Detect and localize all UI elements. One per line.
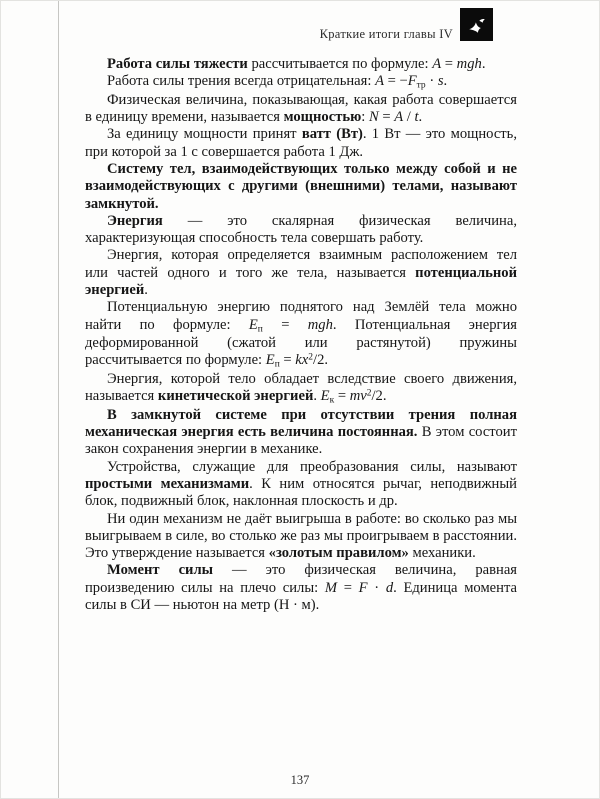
text-run: . К ним относятся рычаг, неподвижный блок, подвижный блок, наклонная плоскость и др.: [85, 476, 517, 510]
text-run: потенциальной энергией: [85, 264, 517, 298]
text-run: kx: [295, 352, 309, 369]
text-run: . 1 Вт — это мощность, при которой за 1 с совершается работа 1 Дж.: [85, 126, 517, 160]
paragraph: [85, 407, 517, 459]
paragraph: [85, 511, 517, 563]
text-run: = −: [383, 73, 408, 90]
text-run: .: [144, 281, 148, 298]
text-run: ватт (Вт): [301, 126, 363, 143]
text-run: В этом состоит закон сохранения энергии в механике.: [85, 424, 517, 458]
text-run: кинетической энергией: [157, 388, 314, 405]
text-run: рассчитывается по формуле:: [247, 56, 433, 72]
text-run: Энергия, которой тело обладает вследствие своего движения, называется: [85, 371, 517, 405]
text-run: к: [329, 395, 335, 406]
paragraph: [85, 562, 517, 614]
text-run: /2.: [371, 388, 387, 405]
text-run: A: [394, 109, 404, 126]
text-run: N: [368, 109, 379, 126]
text-run: F: [358, 579, 368, 596]
text-run: s: [437, 73, 444, 90]
text-run: /2.: [313, 352, 329, 369]
text-run: п: [257, 323, 263, 334]
text-run: п: [274, 359, 280, 370]
text-run: Работа силы тяжести: [107, 56, 248, 72]
text-run: 2: [366, 389, 372, 400]
text-run: Момент силы: [107, 562, 214, 579]
paragraph: [85, 126, 517, 161]
text-run: =: [337, 579, 359, 596]
chapter-corner-logo: [460, 8, 493, 41]
text-run: =: [378, 109, 395, 126]
text-run: E: [248, 316, 258, 333]
text-run: — это скалярная физическая величина, характеризующая способность тела совершать работу.: [85, 212, 517, 247]
text-run: — это физическая величина, равная произведению силы на плечо силы:: [85, 562, 518, 596]
text-run: mgh: [307, 316, 333, 333]
text-run: ·: [367, 579, 386, 596]
text-run: Устройства, служащие для преобразования силы, называют: [107, 458, 517, 475]
paragraph: [85, 213, 517, 248]
text-run: механики.: [408, 545, 476, 562]
text-run: Работа силы трения всегда отрицательная:: [107, 73, 376, 90]
text-run: F: [407, 73, 417, 90]
paragraph: [85, 56, 517, 73]
text-run: В замкнутой системе при отсутствии трения полная механическая энергия есть величина постоянная.: [85, 406, 517, 441]
text-run: простыми механизмами: [85, 476, 250, 492]
paragraph: [85, 161, 517, 213]
text-run: mv: [349, 388, 367, 405]
text-run: .: [313, 388, 321, 405]
text-run: мощностью: [283, 109, 362, 126]
page-body: [85, 56, 517, 614]
text-run: За единицу мощности принят: [107, 126, 302, 143]
text-run: mgh: [456, 56, 482, 72]
text-run: E: [265, 352, 275, 369]
paragraph: [85, 247, 517, 299]
text-run: M: [324, 579, 338, 596]
paragraph: [85, 92, 517, 127]
text-run: .: [418, 109, 423, 126]
text-run: =: [334, 388, 350, 405]
text-run: /: [403, 109, 415, 126]
text-run: «золотым правилом»: [268, 545, 409, 562]
text-run: :: [361, 109, 369, 126]
text-run: A: [375, 73, 384, 90]
text-run: Физическая величина, показывающая, какая работа совершается в единицу времени, называется: [85, 91, 517, 126]
text-run: =: [279, 352, 296, 369]
paragraph: [85, 459, 517, 511]
page-number: 137: [290, 773, 310, 787]
text-run: Потенциальную энергию поднятого над Землёй тела можно найти по формуле:: [85, 299, 517, 333]
text-run: .: [443, 73, 448, 90]
text-run: Энергия: [107, 212, 163, 229]
text-run: .: [481, 56, 486, 72]
text-run: t: [414, 109, 419, 126]
paragraph: [85, 73, 517, 92]
text-run: =: [262, 316, 308, 333]
text-run: Энергия, которая определяется взаимным расположением тел или частей одного и того же тела, называется: [85, 247, 517, 281]
text-run: 2: [308, 353, 314, 364]
text-run: тр: [416, 80, 426, 91]
running-head: Краткие итоги главы IV: [319, 27, 453, 41]
text-run: =: [441, 56, 457, 72]
text-run: . Потенциальная энергия деформированной (сжатой или растянутой) пружины рассчитывается по формуле:: [85, 316, 517, 369]
text-run: ·: [425, 73, 438, 90]
text-run: A: [432, 56, 442, 72]
text-run: Систему тел, взаимодействующих только между собой и не взаимодействующих с другими (внешними) телами, называют замкнутой.: [85, 161, 517, 212]
text-run: Ни один механизм не даёт выигрыша в работе: во сколько раз мы выигрываем в силе, во столько же раз мы проигрываем в расстоянии. Это утверждение называется: [85, 510, 517, 562]
text-run: E: [320, 388, 330, 405]
left-margin-rule: [58, 1, 59, 798]
paragraph: [85, 371, 517, 407]
bird-icon: [466, 14, 488, 36]
text-run: d: [385, 579, 394, 596]
paragraph: [85, 299, 517, 371]
text-run: . Единица момента силы в СИ — ньютон на метр (Н · м).: [85, 579, 517, 613]
